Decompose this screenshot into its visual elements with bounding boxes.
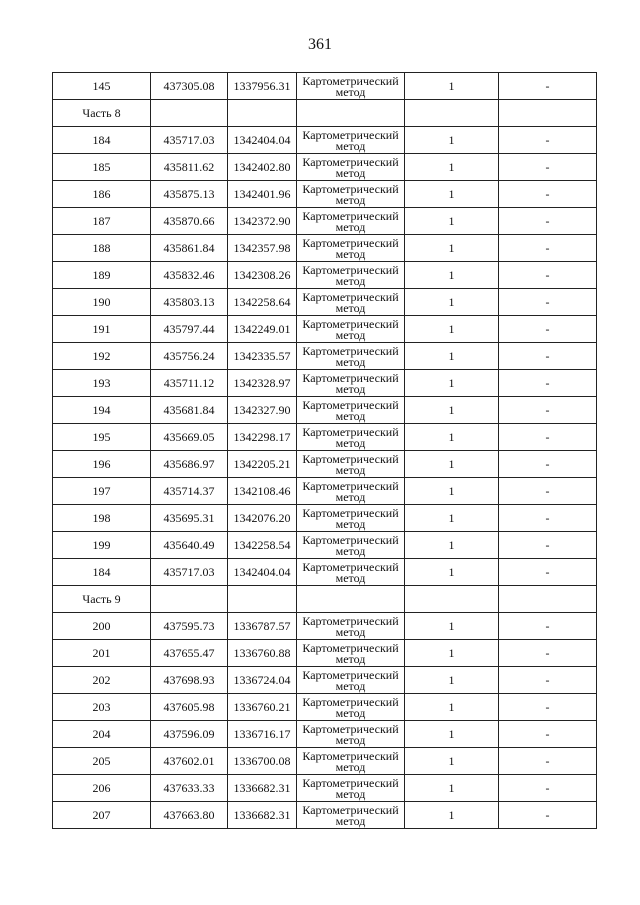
method-text: Картометрический метод (302, 506, 399, 531)
x-coordinate-cell: 437602.01 (151, 748, 228, 775)
point-number-cell: 201 (53, 640, 151, 667)
y-coordinate-cell: 1336716.17 (228, 721, 297, 748)
accuracy-cell: 1 (405, 694, 499, 721)
point-number-cell: 189 (53, 262, 151, 289)
description-cell: - (499, 181, 597, 208)
method-text: Картометрический метод (302, 371, 399, 396)
table-row (53, 262, 597, 289)
section-label: Часть 8 (53, 100, 151, 127)
point-number-cell: 184 (53, 127, 151, 154)
description-cell: - (499, 397, 597, 424)
table-row (53, 208, 597, 235)
accuracy-cell: 1 (405, 262, 499, 289)
accuracy-cell: 1 (405, 343, 499, 370)
y-coordinate-cell: 1342298.17 (228, 424, 297, 451)
method-cell (297, 370, 405, 397)
x-coordinate-cell: 435870.66 (151, 208, 228, 235)
x-coordinate-cell: 435875.13 (151, 181, 228, 208)
x-coordinate-cell: 435717.03 (151, 559, 228, 586)
description-cell: - (499, 532, 597, 559)
description-cell: - (499, 154, 597, 181)
table-row (53, 154, 597, 181)
method-cell (297, 208, 405, 235)
method-text: Картометрический метод (302, 317, 399, 342)
table-row (53, 775, 597, 802)
method-text: Картометрический метод (302, 182, 399, 207)
method-cell (297, 127, 405, 154)
method-text: Картометрический метод (302, 641, 399, 666)
accuracy-cell: 1 (405, 802, 499, 829)
description-cell: - (499, 613, 597, 640)
method-cell (297, 181, 405, 208)
x-coordinate-cell: 437605.98 (151, 694, 228, 721)
method-text: Картометрический метод (302, 398, 399, 423)
accuracy-cell: 1 (405, 640, 499, 667)
empty-cell (297, 586, 405, 613)
table-row (53, 505, 597, 532)
accuracy-cell: 1 (405, 154, 499, 181)
y-coordinate-cell: 1342327.90 (228, 397, 297, 424)
accuracy-cell: 1 (405, 424, 499, 451)
method-cell (297, 640, 405, 667)
method-cell (297, 802, 405, 829)
accuracy-cell: 1 (405, 478, 499, 505)
x-coordinate-cell: 435797.44 (151, 316, 228, 343)
description-cell: - (499, 721, 597, 748)
description-cell: - (499, 343, 597, 370)
y-coordinate-cell: 1342404.04 (228, 127, 297, 154)
accuracy-cell: 1 (405, 235, 499, 262)
description-cell: - (499, 451, 597, 478)
method-cell (297, 343, 405, 370)
y-coordinate-cell: 1342357.98 (228, 235, 297, 262)
method-text: Картометрический метод (302, 74, 399, 99)
description-cell: - (499, 640, 597, 667)
x-coordinate-cell: 437595.73 (151, 613, 228, 640)
method-text: Картометрический метод (302, 695, 399, 720)
table-row (53, 235, 597, 262)
coordinates-table (52, 72, 597, 829)
description-cell: - (499, 208, 597, 235)
table-row (53, 694, 597, 721)
method-text: Картометрический метод (302, 452, 399, 477)
x-coordinate-cell: 435861.84 (151, 235, 228, 262)
accuracy-cell: 1 (405, 127, 499, 154)
table-row (53, 424, 597, 451)
method-cell (297, 613, 405, 640)
empty-cell (228, 586, 297, 613)
x-coordinate-cell: 435695.31 (151, 505, 228, 532)
point-number-cell: 191 (53, 316, 151, 343)
table-row (53, 640, 597, 667)
method-cell (297, 316, 405, 343)
method-cell (297, 667, 405, 694)
y-coordinate-cell: 1336700.08 (228, 748, 297, 775)
table-row (53, 613, 597, 640)
y-coordinate-cell: 1336760.88 (228, 640, 297, 667)
y-coordinate-cell: 1342372.90 (228, 208, 297, 235)
point-number-cell: 188 (53, 235, 151, 262)
y-coordinate-cell: 1336760.21 (228, 694, 297, 721)
point-number-cell: 145 (53, 73, 151, 100)
accuracy-cell: 1 (405, 775, 499, 802)
x-coordinate-cell: 435832.46 (151, 262, 228, 289)
table-row (53, 316, 597, 343)
empty-cell (405, 586, 499, 613)
description-cell: - (499, 775, 597, 802)
method-text: Картометрический метод (302, 236, 399, 261)
point-number-cell: 196 (53, 451, 151, 478)
description-cell: - (499, 316, 597, 343)
empty-cell (405, 100, 499, 127)
method-text: Картометрический метод (302, 614, 399, 639)
method-text: Картометрический метод (302, 425, 399, 450)
x-coordinate-cell: 437305.08 (151, 73, 228, 100)
table-row (53, 127, 597, 154)
point-number-cell: 205 (53, 748, 151, 775)
accuracy-cell: 1 (405, 532, 499, 559)
coordinates-table-body (53, 73, 597, 829)
method-cell (297, 478, 405, 505)
method-cell (297, 559, 405, 586)
y-coordinate-cell: 1336682.31 (228, 802, 297, 829)
method-text: Картометрический метод (302, 803, 399, 828)
table-row (53, 667, 597, 694)
page-number: 361 (308, 36, 332, 53)
description-cell: - (499, 505, 597, 532)
accuracy-cell: 1 (405, 559, 499, 586)
point-number-cell: 203 (53, 694, 151, 721)
method-text: Картометрический метод (302, 668, 399, 693)
description-cell: - (499, 694, 597, 721)
point-number-cell: 185 (53, 154, 151, 181)
method-cell (297, 424, 405, 451)
x-coordinate-cell: 437655.47 (151, 640, 228, 667)
method-cell (297, 451, 405, 478)
table-row (53, 478, 597, 505)
method-cell (297, 505, 405, 532)
y-coordinate-cell: 1342402.80 (228, 154, 297, 181)
method-cell (297, 154, 405, 181)
y-coordinate-cell: 1336724.04 (228, 667, 297, 694)
table-row (53, 451, 597, 478)
y-coordinate-cell: 1342205.21 (228, 451, 297, 478)
y-coordinate-cell: 1342308.26 (228, 262, 297, 289)
accuracy-cell: 1 (405, 289, 499, 316)
point-number-cell: 184 (53, 559, 151, 586)
y-coordinate-cell: 1342258.54 (228, 532, 297, 559)
x-coordinate-cell: 437698.93 (151, 667, 228, 694)
empty-cell (151, 100, 228, 127)
method-text: Картометрический метод (302, 155, 399, 180)
point-number-cell: 186 (53, 181, 151, 208)
y-coordinate-cell: 1342401.96 (228, 181, 297, 208)
point-number-cell: 207 (53, 802, 151, 829)
x-coordinate-cell: 435756.24 (151, 343, 228, 370)
x-coordinate-cell: 435811.62 (151, 154, 228, 181)
point-number-cell: 194 (53, 397, 151, 424)
table-row (53, 343, 597, 370)
accuracy-cell: 1 (405, 208, 499, 235)
description-cell: - (499, 262, 597, 289)
x-coordinate-cell: 435711.12 (151, 370, 228, 397)
accuracy-cell: 1 (405, 397, 499, 424)
section-row (53, 586, 597, 613)
section-label: Часть 9 (53, 586, 151, 613)
table-row (53, 559, 597, 586)
method-cell (297, 532, 405, 559)
x-coordinate-cell: 435717.03 (151, 127, 228, 154)
accuracy-cell: 1 (405, 370, 499, 397)
description-cell: - (499, 73, 597, 100)
accuracy-cell: 1 (405, 505, 499, 532)
point-number-cell: 204 (53, 721, 151, 748)
method-text: Картометрический метод (302, 722, 399, 747)
empty-cell (499, 100, 597, 127)
method-text: Картометрический метод (302, 776, 399, 801)
empty-cell (499, 586, 597, 613)
table-row (53, 802, 597, 829)
method-cell (297, 694, 405, 721)
method-text: Картометрический метод (302, 263, 399, 288)
method-cell (297, 748, 405, 775)
table-row (53, 181, 597, 208)
x-coordinate-cell: 435640.49 (151, 532, 228, 559)
point-number-cell: 192 (53, 343, 151, 370)
y-coordinate-cell: 1336787.57 (228, 613, 297, 640)
description-cell: - (499, 127, 597, 154)
point-number-cell: 187 (53, 208, 151, 235)
table-row (53, 73, 597, 100)
x-coordinate-cell: 435669.05 (151, 424, 228, 451)
point-number-cell: 197 (53, 478, 151, 505)
method-text: Картометрический метод (302, 128, 399, 153)
section-row (53, 100, 597, 127)
x-coordinate-cell: 435803.13 (151, 289, 228, 316)
y-coordinate-cell: 1337956.31 (228, 73, 297, 100)
point-number-cell: 193 (53, 370, 151, 397)
x-coordinate-cell: 437663.80 (151, 802, 228, 829)
x-coordinate-cell: 437596.09 (151, 721, 228, 748)
point-number-cell: 200 (53, 613, 151, 640)
table-row (53, 721, 597, 748)
table-row (53, 532, 597, 559)
point-number-cell: 202 (53, 667, 151, 694)
description-cell: - (499, 289, 597, 316)
accuracy-cell: 1 (405, 667, 499, 694)
description-cell: - (499, 370, 597, 397)
method-text: Картометрический метод (302, 749, 399, 774)
empty-cell (228, 100, 297, 127)
method-text: Картометрический метод (302, 533, 399, 558)
method-text: Картометрический метод (302, 344, 399, 369)
method-cell (297, 397, 405, 424)
y-coordinate-cell: 1342335.57 (228, 343, 297, 370)
description-cell: - (499, 748, 597, 775)
y-coordinate-cell: 1342258.64 (228, 289, 297, 316)
description-cell: - (499, 667, 597, 694)
method-cell (297, 775, 405, 802)
point-number-cell: 190 (53, 289, 151, 316)
accuracy-cell: 1 (405, 73, 499, 100)
table-row (53, 370, 597, 397)
description-cell: - (499, 235, 597, 262)
method-cell (297, 721, 405, 748)
y-coordinate-cell: 1342076.20 (228, 505, 297, 532)
point-number-cell: 198 (53, 505, 151, 532)
y-coordinate-cell: 1342249.01 (228, 316, 297, 343)
method-text: Картометрический метод (302, 560, 399, 585)
y-coordinate-cell: 1336682.31 (228, 775, 297, 802)
point-number-cell: 199 (53, 532, 151, 559)
accuracy-cell: 1 (405, 748, 499, 775)
table-row (53, 397, 597, 424)
accuracy-cell: 1 (405, 451, 499, 478)
description-cell: - (499, 424, 597, 451)
point-number-cell: 206 (53, 775, 151, 802)
table-row (53, 289, 597, 316)
description-cell: - (499, 478, 597, 505)
x-coordinate-cell: 437633.33 (151, 775, 228, 802)
method-cell (297, 235, 405, 262)
y-coordinate-cell: 1342404.04 (228, 559, 297, 586)
description-cell: - (499, 802, 597, 829)
method-text: Картометрический метод (302, 479, 399, 504)
accuracy-cell: 1 (405, 721, 499, 748)
method-cell (297, 73, 405, 100)
x-coordinate-cell: 435681.84 (151, 397, 228, 424)
empty-cell (151, 586, 228, 613)
method-text: Картометрический метод (302, 209, 399, 234)
method-cell (297, 262, 405, 289)
empty-cell (297, 100, 405, 127)
x-coordinate-cell: 435714.37 (151, 478, 228, 505)
accuracy-cell: 1 (405, 613, 499, 640)
accuracy-cell: 1 (405, 316, 499, 343)
x-coordinate-cell: 435686.97 (151, 451, 228, 478)
point-number-cell: 195 (53, 424, 151, 451)
y-coordinate-cell: 1342108.46 (228, 478, 297, 505)
method-cell (297, 289, 405, 316)
table-row (53, 748, 597, 775)
description-cell: - (499, 559, 597, 586)
accuracy-cell: 1 (405, 181, 499, 208)
method-text: Картометрический метод (302, 290, 399, 315)
y-coordinate-cell: 1342328.97 (228, 370, 297, 397)
